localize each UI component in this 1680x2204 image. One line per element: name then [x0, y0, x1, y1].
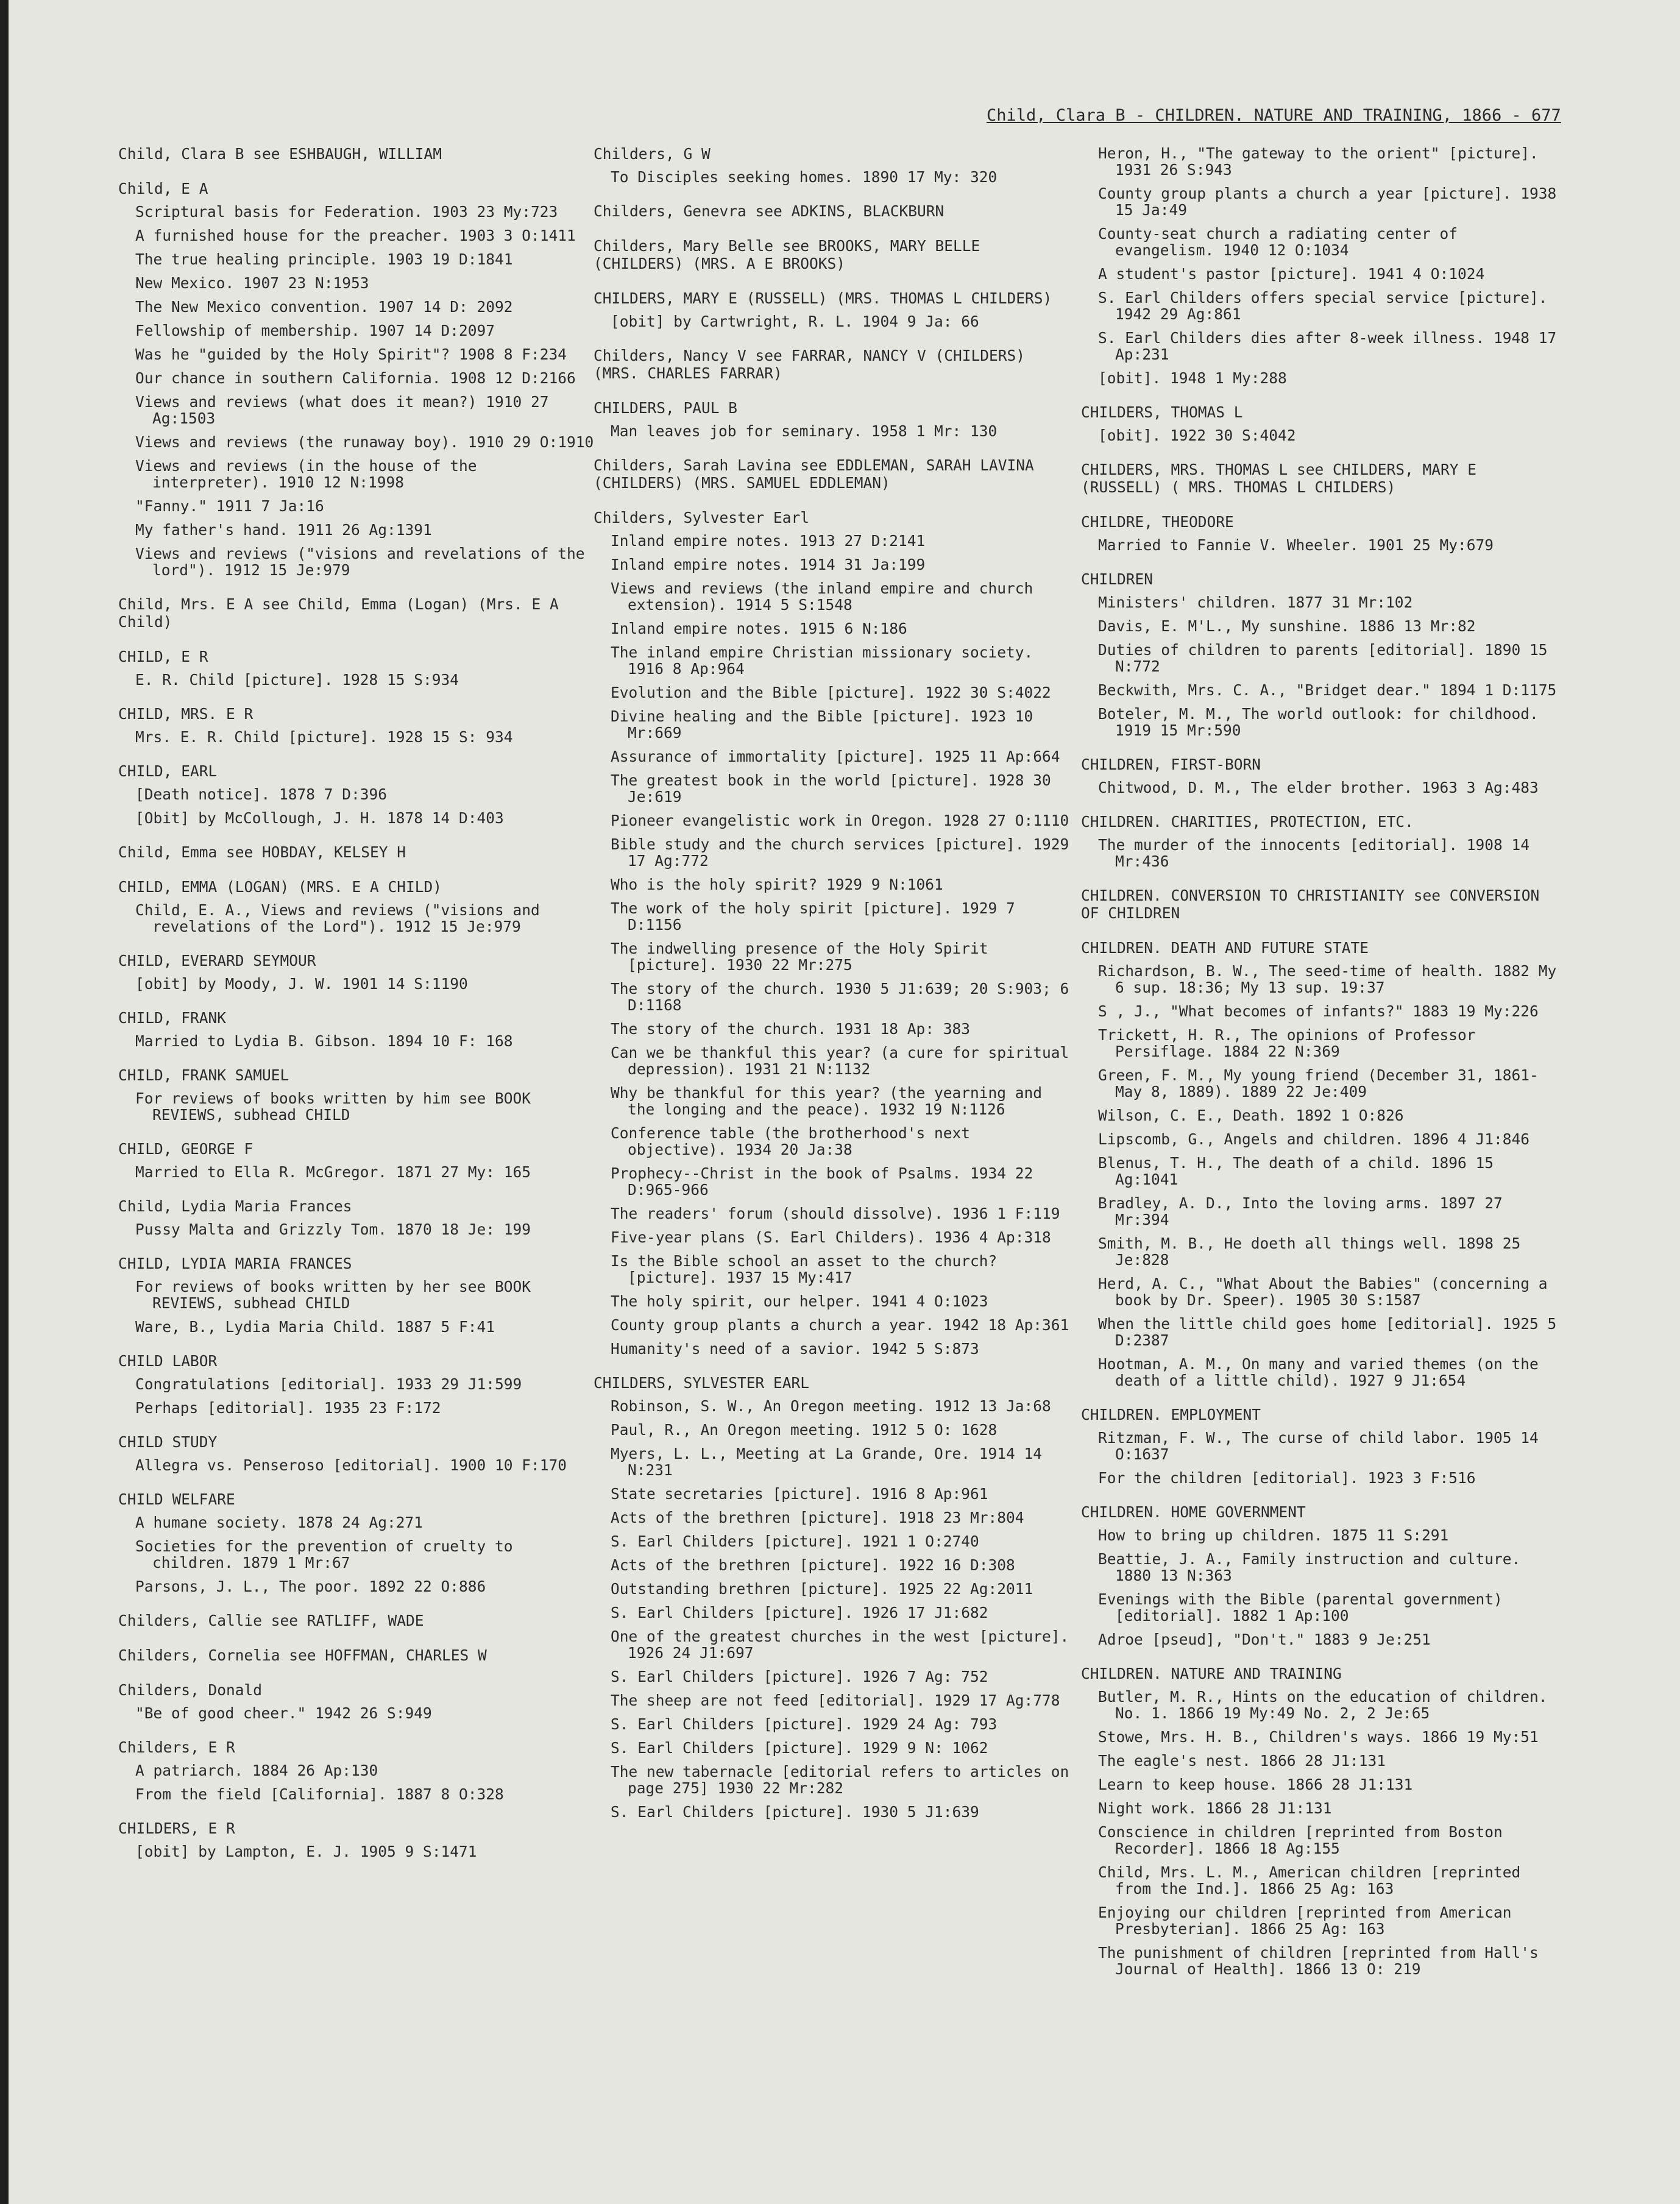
- citation: Mrs. E. R. Child [picture]. 1928 15 S: 934: [135, 728, 513, 746]
- citation: Herd, A. C., "What About the Babies" (concerning a book by Dr. Speer). 1905 30 S:1587: [1098, 1275, 1548, 1309]
- citation: S. Earl Childers offers special service [picture]. 1942 29 Ag:861: [1098, 289, 1548, 323]
- citation: Married to Ella R. McGregor. 1871 27 My: 165: [135, 1163, 531, 1181]
- citation: Hootman, A. M., On many and varied themes (on the death of a little child). 1927 9 J1:654: [1098, 1355, 1539, 1389]
- citation: The true healing principle. 1903 19 D:1841: [135, 250, 513, 268]
- citation: Paul, R., An Oregon meeting. 1912 5 O: 1628: [611, 1421, 998, 1439]
- citation: Enjoying our children [reprinted from American Presbyterian]. 1866 25 Ag: 163: [1098, 1904, 1512, 1938]
- citation: State secretaries [picture]. 1916 8 Ap:961: [611, 1485, 988, 1503]
- citation: [obit]. 1922 30 S:4042: [1098, 427, 1296, 444]
- citation: Pussy Malta and Grizzly Tom. 1870 18 Je: 199: [135, 1221, 531, 1238]
- citation: Trickett, H. R., The opinions of Professor Persiflage. 1884 22 N:369: [1098, 1026, 1476, 1060]
- index-page: [9, 0, 1680, 2204]
- entry-heading: Childers, Donald: [118, 1681, 263, 1699]
- citation: Married to Fannie V. Wheeler. 1901 25 My:679: [1098, 536, 1494, 554]
- citation: Beckwith, Mrs. C. A., "Bridget dear." 1894 1 D:1175: [1098, 681, 1557, 699]
- index-entry: [118, 843, 600, 861]
- entry-heading: CHILD, EMMA (LOGAN) (MRS. E A CHILD): [118, 878, 442, 896]
- index-entry: [594, 237, 1075, 272]
- entry-heading: CHILD, E R: [118, 648, 208, 665]
- index-entry: [118, 1255, 600, 1335]
- citation: Views and reviews (in the house of the interpreter). 1910 12 N:1998: [135, 457, 477, 491]
- index-entry: [1081, 570, 1562, 739]
- citation: The greatest book in the world [picture]. 1928 30 Je:619: [611, 771, 1051, 806]
- index-entry: [118, 1009, 600, 1049]
- citation: Man leaves job for seminary. 1958 1 Mr: 130: [611, 422, 998, 440]
- entry-heading: CHILDERS, MRS. THOMAS L see CHILDERS, MARY E (RUSSELL) ( MRS. THOMAS L CHILDERS): [1081, 461, 1477, 496]
- citation: Stowe, Mrs. H. B., Children's ways. 1866 19 My:51: [1098, 1728, 1539, 1746]
- citation: S , J., "What becomes of infants?" 1883 19 My:226: [1098, 1002, 1539, 1020]
- citation: A patriarch. 1884 26 Ap:130: [135, 1762, 378, 1779]
- index-entry: [594, 456, 1075, 492]
- index-entry: [1081, 756, 1562, 796]
- index-entry: [118, 1433, 600, 1473]
- entry-heading: CHILDREN. DEATH AND FUTURE STATE: [1081, 939, 1369, 957]
- citation: Learn to keep house. 1866 28 J1:131: [1098, 1776, 1413, 1793]
- index-entry: [118, 952, 600, 992]
- citation: The readers' forum (should dissolve). 1936 1 F:119: [611, 1205, 1060, 1222]
- index-entry: [594, 509, 1075, 1357]
- entry-heading: Childers, E R: [118, 1738, 235, 1756]
- citation: Pioneer evangelistic work in Oregon. 1928 27 O:1110: [611, 812, 1069, 829]
- column-2: [594, 145, 1075, 1827]
- citation: Inland empire notes. 1914 31 Ja:199: [611, 556, 926, 573]
- citation: Assurance of immortality [picture]. 1925 11 Ap:664: [611, 748, 1060, 765]
- citation: S. Earl Childers dies after 8-week illness. 1948 17 Ap:231: [1098, 329, 1557, 363]
- entry-heading: Child, Mrs. E A see Child, Emma (Logan) (Mrs. E A Child): [118, 595, 559, 631]
- entry-heading: Childers, Sylvester Earl: [594, 509, 810, 526]
- citation: Societies for the prevention of cruelty to children. 1879 1 Mr:67: [135, 1537, 513, 1572]
- index-entry: [118, 705, 600, 745]
- entry-heading: Childers, Cornelia see HOFFMAN, CHARLES W: [118, 1646, 487, 1664]
- citation: S. Earl Childers [picture]. 1921 1 O:2740: [611, 1533, 979, 1550]
- entry-heading: CHILD, FRANK SAMUEL: [118, 1066, 289, 1084]
- citation: Robinson, S. W., An Oregon meeting. 1912 13 Ja:68: [611, 1397, 1051, 1415]
- citation: To Disciples seeking homes. 1890 17 My: 320: [611, 168, 998, 186]
- index-entry: [594, 347, 1075, 382]
- citation: Bradley, A. D., Into the loving arms. 1897 27 Mr:394: [1098, 1194, 1503, 1228]
- index-entry: [1081, 513, 1562, 553]
- citation: Parsons, J. L., The poor. 1892 22 O:886: [135, 1578, 486, 1595]
- citation: Richardson, B. W., The seed-time of health. 1882 My 6 sup. 18:36; My 13 sup. 19:37: [1098, 962, 1557, 996]
- citation: For reviews of books written by him see BOOK REVIEWS, subhead CHILD: [135, 1090, 531, 1124]
- index-entry: [1081, 1503, 1562, 1648]
- citation: Ministers' children. 1877 31 Mr:102: [1098, 594, 1413, 611]
- index-entry: [118, 145, 600, 163]
- entry-heading: CHILD WELFARE: [118, 1490, 235, 1508]
- running-header: Child, Clara B - CHILDREN. NATURE AND TRAINING, 1866 - 677: [987, 106, 1561, 125]
- citation: Views and reviews ("visions and revelations of the lord"). 1912 15 Je:979: [135, 545, 585, 579]
- citation: Beattie, J. A., Family instruction and culture. 1880 13 N:363: [1098, 1550, 1521, 1584]
- index-entry: [1081, 461, 1562, 496]
- index-entry: [118, 1066, 600, 1123]
- citation: For reviews of books written by her see BOOK REVIEWS, subhead CHILD: [135, 1278, 531, 1312]
- entry-heading: CHILD, GEORGE F: [118, 1140, 253, 1158]
- citation: Blenus, T. H., The death of a child. 1896 15 Ag:1041: [1098, 1154, 1494, 1188]
- entry-heading: Childers, Mary Belle see BROOKS, MARY BELLE (CHILDERS) (MRS. A E BROOKS): [594, 237, 980, 272]
- index-entry: [118, 1681, 600, 1721]
- citation: Why be thankful for this year? (the yearning and the longing and the peace). 1932 19 N:1126: [611, 1084, 1043, 1118]
- citation: E. R. Child [picture]. 1928 15 S:934: [135, 671, 459, 689]
- citation: Who is the holy spirit? 1929 9 N:1061: [611, 876, 943, 893]
- citation: Child, E. A., Views and reviews ("visions and revelations of the Lord"). 1912 15 Je:979: [135, 901, 540, 935]
- citation: New Mexico. 1907 23 N:1953: [135, 274, 369, 292]
- citation: Acts of the brethren [picture]. 1918 23 Mr:804: [611, 1509, 1024, 1526]
- citation: Outstanding brethren [picture]. 1925 22 Ag:2011: [611, 1580, 1033, 1598]
- entry-heading: CHILD, LYDIA MARIA FRANCES: [118, 1255, 352, 1272]
- index-entry: [1081, 813, 1562, 870]
- entry-heading: CHILD, EARL: [118, 762, 218, 780]
- column-1: [118, 145, 600, 1867]
- entry-heading: CHILDREN. CONVERSION TO CHRISTIANITY see CONVERSION OF CHILDREN: [1081, 887, 1540, 922]
- entry-heading: CHILDREN. CHARITIES, PROTECTION, ETC.: [1081, 813, 1414, 831]
- entry-heading: Child, Emma see HOBDAY, KELSEY H: [118, 843, 406, 861]
- entry-heading: CHILDERS, E R: [118, 1820, 235, 1837]
- citation: Green, F. M., My young friend (December 31, 1861-May 8, 1889). 1889 22 Je:409: [1098, 1066, 1539, 1100]
- citation: Boteler, M. M., The world outlook: for childhood. 1919 15 Mr:590: [1098, 705, 1539, 739]
- citation: The story of the church. 1930 5 J1:639; 20 S:903; 6 D:1168: [611, 980, 1069, 1014]
- index-entry: [1081, 145, 1562, 386]
- citation: The murder of the innocents [editorial]. 1908 14 Mr:436: [1098, 836, 1530, 870]
- citation: Views and reviews (what does it mean?) 1910 27 Ag:1503: [135, 393, 549, 427]
- citation: Views and reviews (the inland empire and church extension). 1914 5 S:1548: [611, 579, 1033, 614]
- index-entry: [594, 202, 1075, 220]
- citation: Our chance in southern California. 1908 12 D:2166: [135, 369, 576, 387]
- citation: Was he "guided by the Holy Spirit"? 1908 8 F:234: [135, 345, 567, 363]
- citation: The inland empire Christian missionary society. 1916 8 Ap:964: [611, 643, 1033, 678]
- citation: Fellowship of membership. 1907 14 D:2097: [135, 322, 495, 339]
- citation: Lipscomb, G., Angels and children. 1896 4 J1:846: [1098, 1130, 1530, 1148]
- citation: Child, Mrs. L. M., American children [reprinted from the Ind.]. 1866 25 Ag: 163: [1098, 1863, 1521, 1897]
- index-entry: [1081, 1406, 1562, 1486]
- column-3: [1081, 145, 1562, 1985]
- entry-heading: CHILDREN. NATURE AND TRAINING: [1081, 1665, 1342, 1682]
- citation: The indwelling presence of the Holy Spirit [picture]. 1930 22 Mr:275: [611, 940, 988, 974]
- index-entry: [118, 1738, 600, 1802]
- citation: Perhaps [editorial]. 1935 23 F:172: [135, 1399, 441, 1417]
- index-entry: [118, 180, 600, 578]
- citation: Duties of children to parents [editorial]. 1890 15 N:772: [1098, 641, 1548, 675]
- citation: Scriptural basis for Federation. 1903 23 My:723: [135, 203, 558, 221]
- citation: Adroe [pseud], "Don't." 1883 9 Je:251: [1098, 1631, 1431, 1648]
- entry-heading: CHILDERS, THOMAS L: [1081, 403, 1243, 421]
- citation: Wilson, C. E., Death. 1892 1 O:826: [1098, 1107, 1404, 1124]
- entry-heading: Child, Clara B see ESHBAUGH, WILLIAM: [118, 145, 442, 163]
- index-entry: [1081, 403, 1562, 444]
- citation: Evenings with the Bible (parental government) [editorial]. 1882 1 Ap:100: [1098, 1590, 1503, 1625]
- citation: [Obit] by McCollough, J. H. 1878 14 D:403: [135, 809, 504, 827]
- citation: S. Earl Childers [picture]. 1930 5 J1:639: [611, 1803, 979, 1821]
- citation: [obit] by Moody, J. W. 1901 14 S:1190: [135, 975, 468, 993]
- entry-heading: CHILD, MRS. E R: [118, 705, 253, 723]
- index-entry: [1081, 1665, 1562, 1977]
- index-entry: [118, 648, 600, 688]
- citation: One of the greatest churches in the west [picture]. 1926 24 J1:697: [611, 1628, 1069, 1662]
- citation: Butler, M. R., Hints on the education of children. No. 1. 1866 19 My:49 No. 2, 2 Je:65: [1098, 1688, 1548, 1722]
- citation: Allegra vs. Penseroso [editorial]. 1900 10 F:170: [135, 1456, 567, 1474]
- citation: [obit]. 1948 1 My:288: [1098, 369, 1287, 387]
- citation: Ware, B., Lydia Maria Child. 1887 5 F:41: [135, 1318, 495, 1336]
- citation: The New Mexico convention. 1907 14 D: 2092: [135, 298, 513, 316]
- citation: A student's pastor [picture]. 1941 4 O:1024: [1098, 265, 1485, 283]
- citation: Congratulations [editorial]. 1933 29 J1:599: [135, 1375, 522, 1393]
- index-entry: [594, 289, 1075, 330]
- entry-heading: CHILD, EVERARD SEYMOUR: [118, 952, 316, 969]
- citation: S. Earl Childers [picture]. 1926 17 J1:682: [611, 1604, 988, 1621]
- citation: Conference table (the brotherhood's next objective). 1934 20 Ja:38: [611, 1124, 971, 1158]
- index-entry: [118, 1352, 600, 1416]
- citation: [obit] by Lampton, E. J. 1905 9 S:1471: [135, 1843, 477, 1860]
- citation: Heron, H., "The gateway to the orient" [picture]. 1931 26 S:943: [1098, 144, 1539, 179]
- citation: The sheep are not feed [editorial]. 1929 17 Ag:778: [611, 1692, 1060, 1709]
- index-entry: [118, 1820, 600, 1860]
- citation: Conscience in children [reprinted from Boston Recorder]. 1866 18 Ag:155: [1098, 1823, 1503, 1857]
- index-entry: [1081, 939, 1562, 1389]
- citation: Night work. 1866 28 J1:131: [1098, 1799, 1332, 1817]
- citation: Ritzman, F. W., The curse of child labor. 1905 14 O:1637: [1098, 1429, 1539, 1463]
- citation: The holy spirit, our helper. 1941 4 O:1023: [611, 1292, 988, 1310]
- index-entry: [118, 1140, 600, 1180]
- citation: Chitwood, D. M., The elder brother. 1963 3 Ag:483: [1098, 779, 1539, 796]
- index-entry: [118, 595, 600, 631]
- citation: The eagle's nest. 1866 28 J1:131: [1098, 1752, 1386, 1770]
- citation: The punishment of children [reprinted from Hall's Journal of Health]. 1866 13 O: 219: [1098, 1944, 1539, 1978]
- citation: The new tabernacle [editorial refers to articles on page 275] 1930 22 Mr:282: [611, 1763, 1069, 1797]
- index-entry: [118, 1646, 600, 1664]
- citation: "Be of good cheer." 1942 26 S:949: [135, 1704, 432, 1722]
- citation: "Fanny." 1911 7 Ja:16: [135, 497, 324, 515]
- citation: Inland empire notes. 1915 6 N:186: [611, 620, 907, 637]
- citation: Inland empire notes. 1913 27 D:2141: [611, 532, 926, 550]
- citation: S. Earl Childers [picture]. 1926 7 Ag: 752: [611, 1668, 988, 1685]
- index-entry: [118, 1197, 600, 1238]
- citation: Acts of the brethren [picture]. 1922 16 D:308: [611, 1556, 1015, 1574]
- entry-heading: Childers, Nancy V see FARRAR, NANCY V (CHILDERS) (MRS. CHARLES FARRAR): [594, 347, 1026, 382]
- citation: How to bring up children. 1875 11 S:291: [1098, 1526, 1449, 1544]
- index-entry: [118, 1612, 600, 1629]
- entry-heading: CHILDREN. HOME GOVERNMENT: [1081, 1503, 1306, 1521]
- citation: Davis, E. M'L., My sunshine. 1886 13 Mr:82: [1098, 617, 1476, 635]
- entry-heading: CHILDREN. EMPLOYMENT: [1081, 1406, 1261, 1423]
- entry-heading: CHILDERS, PAUL B: [594, 399, 738, 417]
- entry-heading: CHILDRE, THEODORE: [1081, 513, 1234, 531]
- citation: Bible study and the church services [picture]. 1929 17 Ag:772: [611, 835, 1069, 870]
- index-entry: [118, 1490, 600, 1595]
- entry-heading: CHILD STUDY: [118, 1433, 218, 1451]
- citation: Humanity's need of a savior. 1942 5 S:873: [611, 1340, 979, 1358]
- index-entry: [594, 145, 1075, 185]
- citation: The work of the holy spirit [picture]. 1929 7 D:1156: [611, 899, 1015, 934]
- citation: [Death notice]. 1878 7 D:396: [135, 785, 388, 803]
- entry-heading: CHILD, FRANK: [118, 1009, 227, 1027]
- entry-heading: CHILDREN, FIRST-BORN: [1081, 756, 1261, 773]
- citation: Divine healing and the Bible [picture]. 1923 10 Mr:669: [611, 707, 1033, 742]
- citation: From the field [California]. 1887 8 O:328: [135, 1785, 504, 1803]
- citation: S. Earl Childers [picture]. 1929 9 N: 1062: [611, 1739, 988, 1757]
- citation: Five-year plans (S. Earl Childers). 1936 4 Ap:318: [611, 1228, 1051, 1246]
- citation: County group plants a church a year. 1942 18 Ap:361: [611, 1316, 1069, 1334]
- entry-heading: Childers, Callie see RATLIFF, WADE: [118, 1612, 424, 1629]
- citation: A humane society. 1878 24 Ag:271: [135, 1514, 424, 1531]
- entry-heading: Childers, G W: [594, 145, 711, 163]
- entry-heading: Childers, Genevra see ADKINS, BLACKBURN: [594, 202, 945, 220]
- citation: Views and reviews (the runaway boy). 1910 29 O:1910: [135, 433, 594, 451]
- entry-heading: CHILDREN: [1081, 570, 1154, 588]
- index-entry: [594, 1374, 1075, 1820]
- entry-heading: CHILDERS, MARY E (RUSSELL) (MRS. THOMAS L CHILDERS): [594, 289, 1052, 307]
- entry-heading: Child, E A: [118, 180, 208, 197]
- citation: Married to Lydia B. Gibson. 1894 10 F: 168: [135, 1032, 513, 1050]
- citation: Evolution and the Bible [picture]. 1922 30 S:4022: [611, 684, 1051, 701]
- citation: County group plants a church a year [picture]. 1938 15 Ja:49: [1098, 185, 1557, 219]
- index-entry: [118, 878, 600, 935]
- citation: Myers, L. L., Meeting at La Grande, Ore. 1914 14 N:231: [611, 1445, 1043, 1479]
- citation: A furnished house for the preacher. 1903 3 O:1411: [135, 227, 576, 244]
- index-entry: [118, 762, 600, 826]
- citation: My father's hand. 1911 26 Ag:1391: [135, 521, 432, 539]
- citation: Is the Bible school an asset to the church? [picture]. 1937 15 My:417: [611, 1252, 998, 1286]
- citation: The story of the church. 1931 18 Ap: 383: [611, 1020, 971, 1038]
- index-entry: [1081, 887, 1562, 922]
- entry-heading: Childers, Sarah Lavina see EDDLEMAN, SARAH LAVINA (CHILDERS) (MRS. SAMUEL EDDLEMAN): [594, 456, 1034, 492]
- citation: Smith, M. B., He doeth all things well. 1898 25 Je:828: [1098, 1235, 1521, 1269]
- entry-heading: CHILDERS, SYLVESTER EARL: [594, 1374, 810, 1392]
- citation: [obit] by Cartwright, R. L. 1904 9 Ja: 66: [611, 313, 979, 330]
- citation: S. Earl Childers [picture]. 1929 24 Ag: 793: [611, 1715, 998, 1733]
- index-entry: [594, 399, 1075, 439]
- citation: When the little child goes home [editorial]. 1925 5 D:2387: [1098, 1315, 1557, 1349]
- citation: County-seat church a radiating center of evangelism. 1940 12 O:1034: [1098, 225, 1458, 259]
- citation: Can we be thankful this year? (a cure for spiritual depression). 1931 21 N:1132: [611, 1044, 1069, 1078]
- citation: For the children [editorial]. 1923 3 F:516: [1098, 1469, 1476, 1487]
- entry-heading: Child, Lydia Maria Frances: [118, 1197, 352, 1215]
- citation: Prophecy--Christ in the book of Psalms. 1934 22 D:965-966: [611, 1164, 1033, 1199]
- entry-heading: CHILD LABOR: [118, 1352, 218, 1370]
